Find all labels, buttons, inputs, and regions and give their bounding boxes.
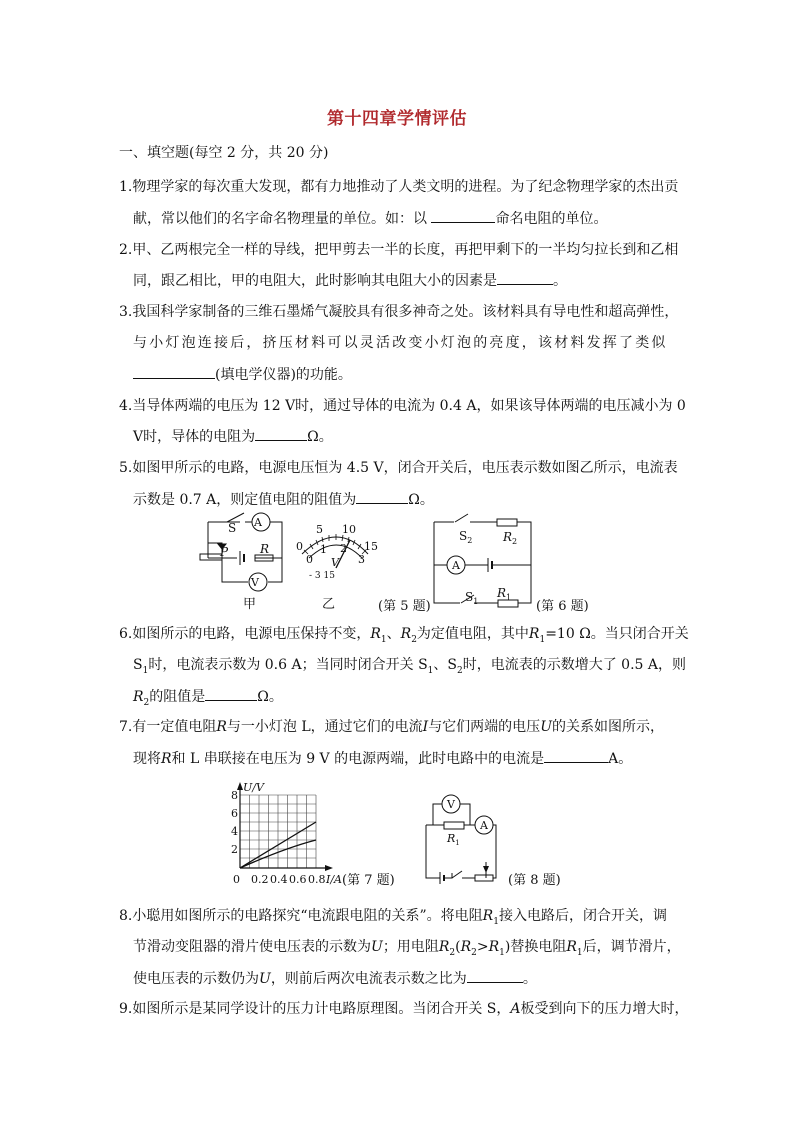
fig6-caption: (第 6 题)	[536, 599, 589, 614]
q1-line1: 1.物理学家的每次重大发现，都有力地推动了人类文明的进程。为了纪念物理学家的杰出贡	[119, 179, 679, 195]
fig5-scale-b0: 0	[306, 553, 313, 566]
fig7-x-arrow	[325, 865, 333, 871]
q5-line2: 示数是 0.7 A，则定值电阻的阻值为 Ω。	[133, 489, 434, 510]
fig5-scale-5: 5	[316, 523, 323, 536]
q7-line1: 7.有一定值电阻R与一小灯泡 L，通过它们的电流I与它们两端的电压U的关系如图所示，	[119, 719, 664, 735]
fig7-ytick-4: 4	[231, 825, 238, 838]
fig5-scale-end-15: 15	[364, 540, 378, 553]
fig7-xtick-0: 0	[233, 873, 240, 886]
q8-line2: 节滑动变阻器的滑片使电压表的示数为U；用电阻$R_2(R_2>R_1)$替换电阻$R_1$后，调节滑片，	[133, 939, 681, 958]
fig5-s-label: S	[228, 521, 237, 535]
fig5-label-jia: 甲	[243, 597, 257, 612]
q3-line2: 与小灯泡连接后，挤压材料可以灵活改变小灯泡的亮度，该材料发挥了类似	[133, 335, 668, 351]
fig5-r-label: R	[260, 542, 270, 556]
fig7-graph	[231, 781, 395, 888]
fig8-r1-label: $R_1$	[447, 832, 460, 847]
fig6-r1-label: $R_1$	[497, 586, 512, 602]
fig7-grid	[240, 795, 316, 868]
fig6-a-label: A	[452, 559, 460, 572]
fig5-scale-end-0: 0	[296, 540, 303, 553]
fig8-a-label: A	[480, 819, 488, 832]
q3-line1: 3.我国科学家制备的三维石墨烯气凝胶具有很多神奇之处。该材料具有导电性和超高弹性，	[119, 304, 679, 320]
fig5-scale-10: 10	[342, 523, 356, 536]
fig7-ytick-8: 8	[231, 789, 238, 802]
q4-line2: V时，导体的电阻为 Ω。	[133, 426, 333, 447]
q2-line1: 2.甲、乙两根完全一样的导线，把甲剪去一半的长度，再把甲剩下的一半均匀拉长到和乙相	[119, 242, 679, 258]
q8-line3: 使电压表的示数仍为U，则前后两次电流表示数之比为 。	[133, 968, 537, 989]
fig7-xtick-08: 0.8	[308, 873, 326, 886]
fig5-a-label: A	[254, 516, 262, 529]
fig8-v-label: V	[447, 798, 455, 811]
q5-line1: 5.如图甲所示的电路，电源电压恒为 4.5 V，闭合开关后，电压表示数如图乙所示，电流表	[119, 460, 678, 476]
section-heading: 一、填空题(每空 2 分，共 20 分)	[119, 145, 329, 161]
fig6-r2-label: $R_2$	[503, 530, 518, 546]
q8-line1: 8.小聪用如图所示的电路探究“电流跟电阻的关系”。将电阻$R_1$接入电路后，闭合开关，调	[119, 908, 667, 927]
fig7-ytick-2: 2	[231, 843, 238, 856]
fig7-ylabel: U/V	[243, 781, 264, 794]
fig8-switch	[452, 871, 462, 878]
q7-line2: 现将R和 L 串联接在电压为 9 V 的电源两端，此时电路中的电流是 A。	[133, 748, 632, 769]
fig5-dial-terminals: - 3 15	[309, 571, 335, 581]
fig8-slider-arrow	[483, 866, 489, 873]
q6-line2: $S_1$时，电流表示数为 0.6 A；当同时闭合开关 $S_1$、$S_2$时，电流表的示数增大了 0.5 A，则	[133, 657, 686, 676]
fig7-xtick-04: 0.4	[270, 873, 288, 886]
fig5-caption: (第 5 题)	[378, 599, 431, 614]
fig7-caption: (第 7 题)	[342, 873, 395, 888]
page-title: 第十四章学情评估	[327, 109, 467, 129]
fig7-ytick-6: 6	[231, 807, 238, 820]
q2-line2: 同，跟乙相比，甲的电阻大，此时影响其电阻大小的因素是 。	[133, 270, 567, 291]
q8-blank	[467, 968, 523, 983]
fig7-xlabel: I/A	[326, 873, 342, 886]
fig6-s2-label: $S_2$	[459, 529, 473, 545]
fig5-scale-b3: 3	[358, 553, 365, 566]
fig5-label-yi: 乙	[322, 597, 336, 612]
fig7-xtick-02: 0.2	[251, 873, 269, 886]
fig5-scale-b2: 2	[340, 542, 347, 555]
q1-line2: 献，常以他们的名字命名物理量的单位。如：以 命名电阻的单位。	[133, 208, 607, 229]
q4-line1: 4.当导体两端的电压为 12 V时，通过导体的电流为 0.4 A，如果该导体两端的电压减小为 0	[119, 398, 686, 414]
fig5-scale-b1: 1	[320, 543, 327, 556]
fig8-caption: (第 8 题)	[508, 873, 561, 888]
fig6-s1-label: $S_1$	[465, 590, 479, 606]
q9-line1: 9.如图所示是某同学设计的压力计电路原理图。当闭合开关 S，A板受到向下的压力增大时，	[119, 1001, 689, 1017]
fig5-v-label: V	[251, 576, 259, 589]
q6-line1: 6.如图所示的电路，电源电压保持不变，$R_1$、$R_2$为定值电阻，其中$R_1=10$ Ω。当只闭合开关	[119, 626, 689, 645]
fig5-p-label: P	[220, 545, 229, 559]
q6-line3: $R_2$的阻值是 Ω。	[133, 686, 283, 713]
fig8-resistor	[444, 822, 464, 829]
fig8-rheostat	[475, 875, 493, 881]
fig7-xtick-06: 0.6	[289, 873, 307, 886]
fig5-dial-v: V	[331, 556, 339, 569]
q3-line3: (填电学仪器)的功能。	[133, 364, 352, 385]
